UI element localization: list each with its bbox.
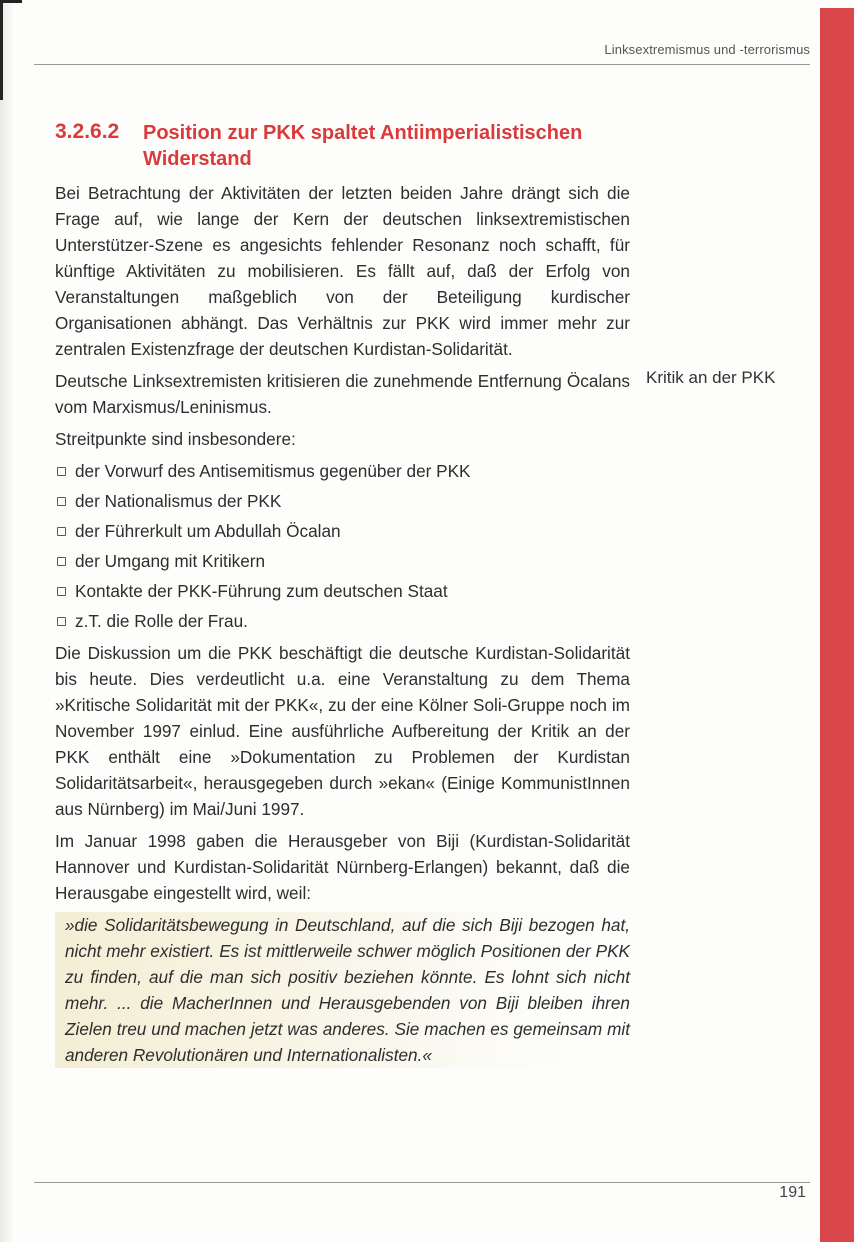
list-item-text: der Umgang mit Kritikern (75, 551, 266, 571)
list-item (55, 518, 630, 544)
section-title: Position zur PKK spaltet Antiimperialistischen Widerstand (143, 122, 583, 170)
list-item (55, 458, 630, 484)
list-item-text: Kontakte der PKK-Führung zum deutschen Staat (75, 581, 448, 601)
points-list (55, 458, 630, 634)
list-item (55, 488, 630, 514)
list-item (55, 578, 630, 604)
running-head: Linksextremismus und -terrorismus (604, 42, 810, 57)
list-item-text: der Führerkult um Abdullah Öcalan (75, 521, 341, 541)
hollow-square-bullet-icon (57, 557, 66, 566)
list-item-text: z.T. die Rolle der Frau. (75, 611, 248, 631)
section-number: 3.2.6.2 (55, 120, 120, 143)
paragraph: Deutsche Linksextremisten kritisieren die zunehmende Entfernung Öcalans vom Marxismus/Leninismus. (55, 371, 630, 417)
scan-edge (0, 0, 3, 100)
body-text (55, 180, 630, 1074)
chapter-color-tab (820, 8, 854, 1242)
list-item-text: der Vorwurf des Antisemitismus gegenüber der PKK (75, 461, 471, 481)
hollow-square-bullet-icon (57, 617, 66, 626)
page-shadow (0, 0, 14, 1242)
paragraph: Streitpunkte sind insbesondere: (55, 429, 296, 449)
list-item-text: der Nationalismus der PKK (75, 491, 282, 511)
scan-edge-top (0, 0, 22, 3)
footer-rule (34, 1182, 810, 1183)
hollow-square-bullet-icon (57, 497, 66, 506)
list-item (55, 608, 630, 634)
hollow-square-bullet-icon (57, 587, 66, 596)
hollow-square-bullet-icon (57, 527, 66, 536)
margin-note: Kritik an der PKK (646, 368, 776, 387)
paragraph: Im Januar 1998 gaben die Herausgeber von Biji (Kurdistan-Solidarität Hannover und Kurdistan-Solidarität Nürnberg-Erlangen) bekannt, daß die Herausgabe eingestellt wird, weil: (55, 831, 630, 903)
paragraph: Bei Betrachtung der Aktivitäten der letzten beiden Jahre drängt sich die Frage auf, wie lange der Kern der deutschen linksextremistischen Unterstützer-Szene es angesichts fehlender Resonanz noch schafft, für künftige Aktivitäten zu mobilisieren. Es fällt auf, daß der Erfolg von Veranstaltungen maßgeblich von der Beteiligung kurdischer Organisationen abhängt. Das Verhältnis zur PKK wird immer mehr zur zentralen Existenzfrage der deutschen Kurdistan-Solidarität. (55, 183, 630, 359)
page-number: 191 (779, 1184, 806, 1201)
paragraph: Die Diskussion um die PKK beschäftigt die deutsche Kurdistan-Solidarität bis heute. Dies verdeutlicht u.a. eine Veranstaltung zu dem Thema »Kritische Solidarität mit der PKK«, zu der eine Kölner Soli-Gruppe noch im November 1997 einlud. Eine ausführliche Aufbereitung der Kritik an der PKK enthält eine »Dokumentation zu Problemen der Kurdistan Solidaritätsarbeit«, herausgegeben durch »ekan« (Einige KommunistInnen aus Nürnberg) im Mai/Juni 1997. (55, 643, 630, 819)
header-rule (34, 64, 810, 65)
hollow-square-bullet-icon (57, 467, 66, 476)
block-quote: »die Solidaritätsbewegung in Deutschland, auf die sich Biji bezogen hat, nicht mehr existiert. Es ist mittlerweile schwer möglich Positionen der PKK zu finden, auf die man sich positiv beziehen könnte. Es lohnt sich nicht mehr. ... die MacherInnen und Herausgebenden von Biji bleiben ihren Zielen treu und machen jetzt was anderes. Sie machen es gemeinsam mit anderen Revolutionären und Internationalisten.« (55, 912, 630, 1068)
list-item (55, 548, 630, 574)
